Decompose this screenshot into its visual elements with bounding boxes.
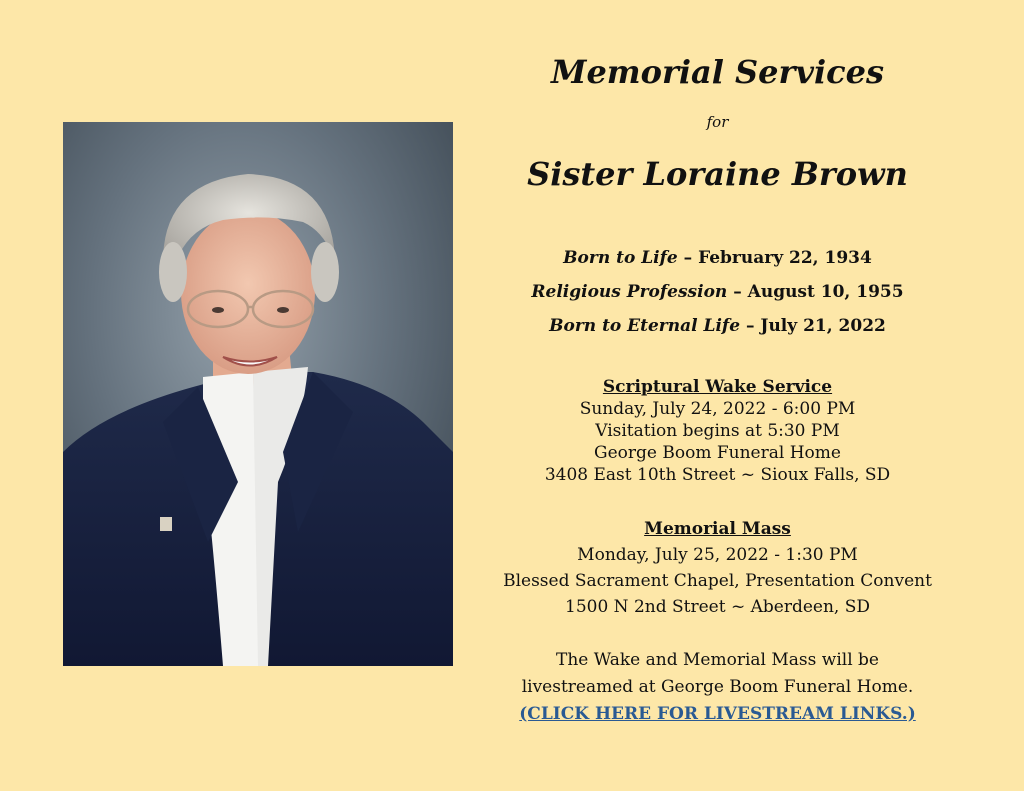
mass-heading: Memorial Mass (644, 519, 791, 539)
date-separator: – (740, 316, 761, 336)
wake-service-section (470, 376, 965, 486)
date-label: Born to Life (563, 248, 678, 268)
date-label: Born to Eternal Life (549, 316, 741, 336)
page-title: Memorial Services (551, 53, 884, 91)
date-value: February 22, 1934 (698, 248, 872, 268)
life-dates (470, 241, 965, 343)
wake-venue: George Boom Funeral Home (594, 443, 841, 463)
memorial-mass-section (470, 516, 965, 620)
livestream-note (470, 647, 965, 728)
mass-date-time: Monday, July 25, 2022 - 1:30 PM (577, 545, 858, 565)
livestream-link[interactable]: (CLICK HERE FOR LIVESTREAM LINKS.) (519, 704, 916, 724)
wake-date-time: Sunday, July 24, 2022 - 6:00 PM (579, 399, 856, 419)
mass-venue: Blessed Sacrament Chapel, Presentation Convent (503, 571, 932, 591)
wake-visitation: Visitation begins at 5:30 PM (595, 421, 840, 441)
note-line-2: livestreamed at George Boom Funeral Home. (521, 677, 914, 697)
portrait-photo (63, 122, 453, 666)
mass-address: 1500 N 2nd Street ~ Aberdeen, SD (565, 597, 870, 617)
date-religious-profession (470, 275, 965, 309)
note-line-1: The Wake and Memorial Mass will be (556, 650, 879, 670)
date-born-to-life (470, 241, 965, 275)
date-separator: – (727, 282, 748, 302)
wake-heading: Scriptural Wake Service (602, 377, 833, 397)
date-label: Religious Profession (531, 282, 728, 302)
honoree-name: Sister Loraine Brown (527, 155, 908, 193)
wake-address: 3408 East 10th Street ~ Sioux Falls, SD (544, 465, 891, 485)
date-born-to-eternal-life (470, 309, 965, 343)
date-separator: – (677, 248, 699, 268)
date-value: August 10, 1955 (747, 282, 904, 302)
date-value: July 21, 2022 (760, 316, 886, 336)
for-label: for (706, 113, 729, 131)
